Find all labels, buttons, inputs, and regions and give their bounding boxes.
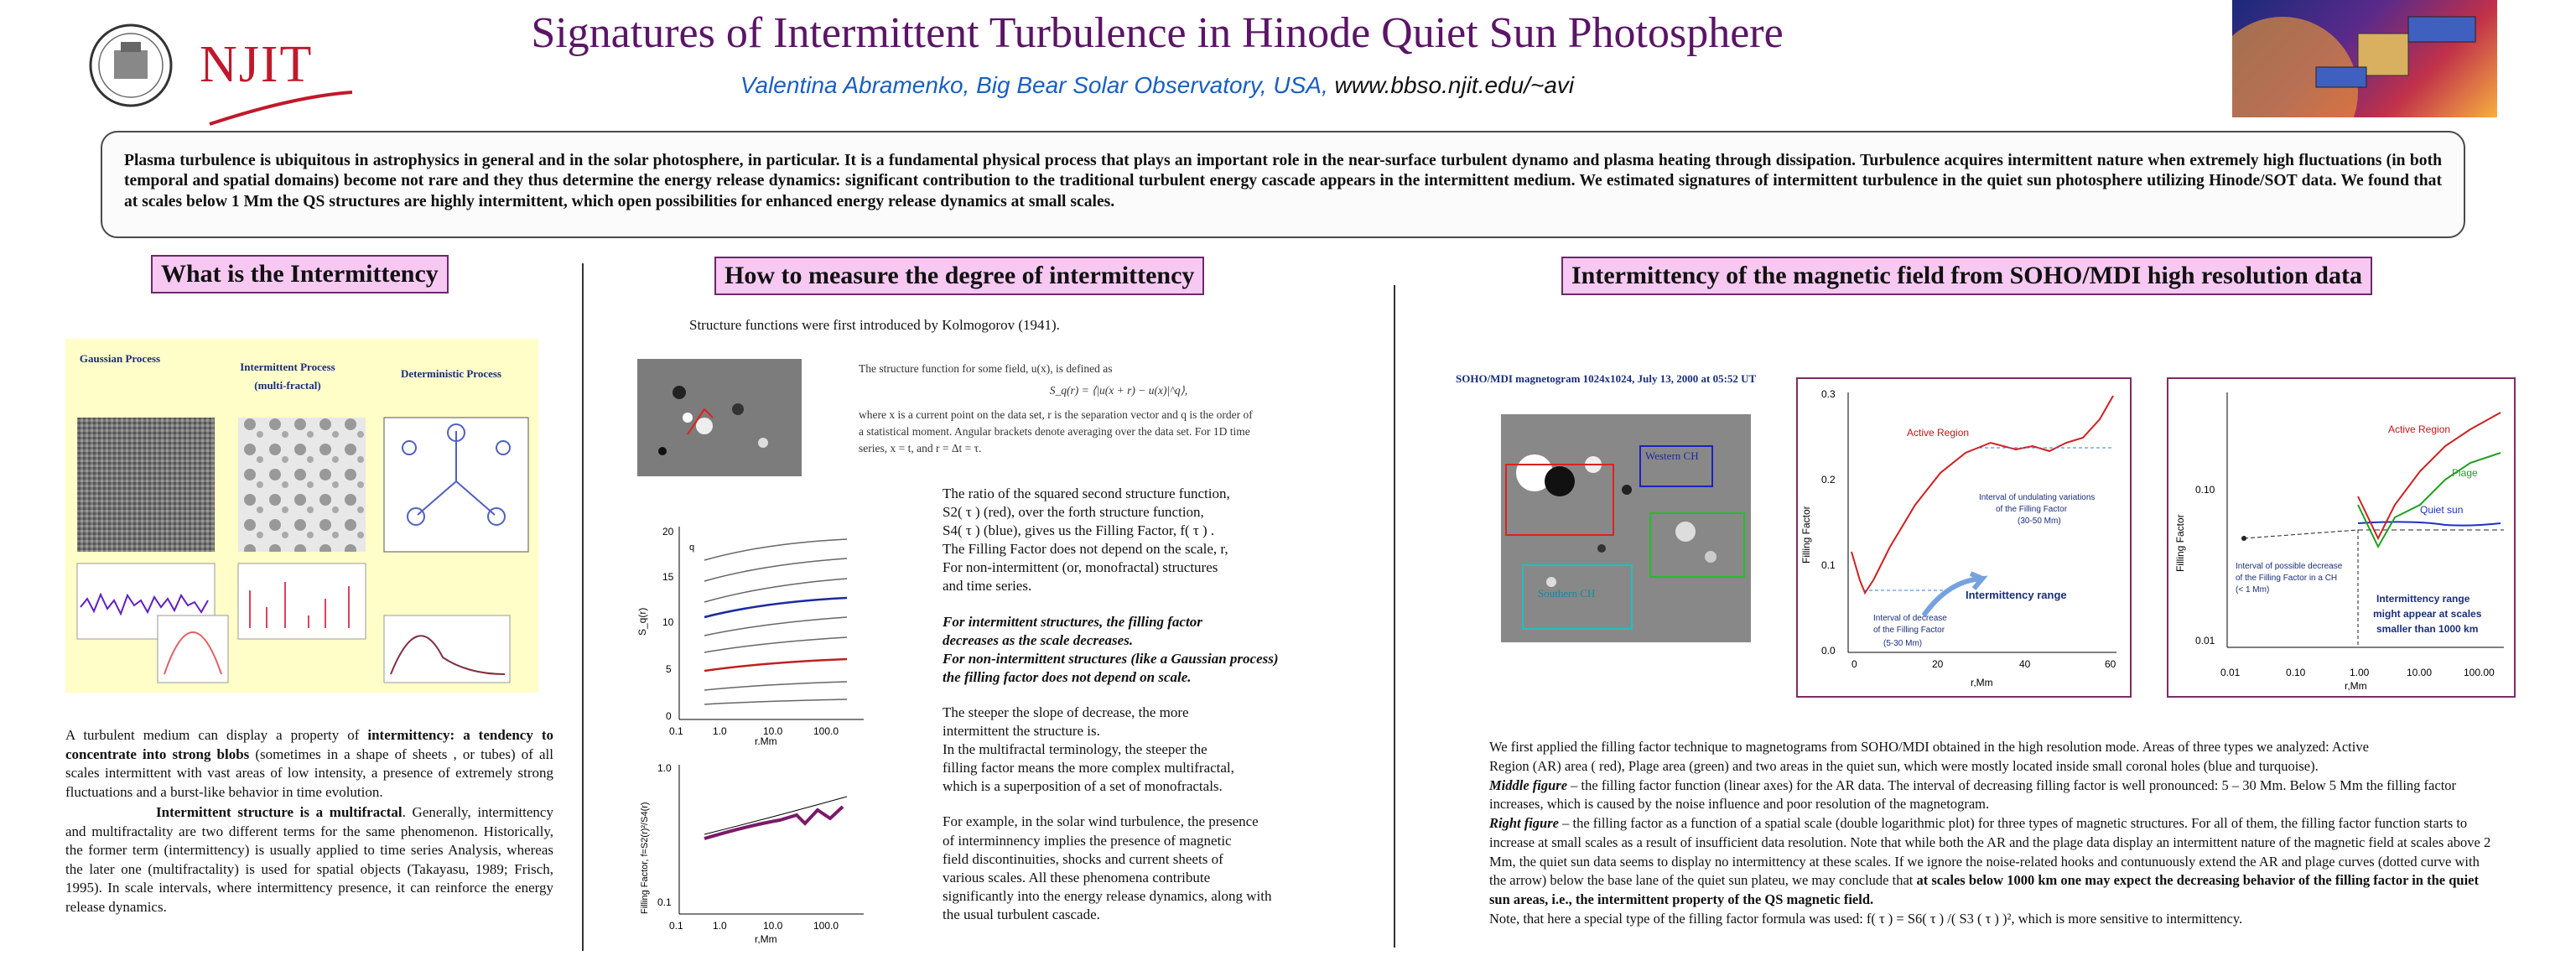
author-url[interactable]: www.bbso.njit.edu/~avi bbox=[1334, 72, 1575, 98]
xtick-0.1: 0.1 bbox=[669, 725, 683, 737]
mid-xtick-60: 60 bbox=[2105, 658, 2116, 670]
right-figure-label: Right figure bbox=[1489, 815, 1559, 832]
right-x-axis-label: r,Mm bbox=[2345, 680, 2367, 692]
process-comparison-panel bbox=[65, 339, 538, 693]
column-divider-1 bbox=[582, 263, 584, 951]
section-heading-measure: How to measure the degree of intermittency bbox=[714, 257, 1204, 295]
column-divider-2 bbox=[1394, 285, 1395, 948]
multi-region-chart bbox=[2168, 379, 2514, 696]
section-heading-mdi: Intermittency of the magnetic field from SOHO/MDI high resolution data bbox=[1561, 257, 2372, 295]
wind-line-2: of interminnency implies the presence of magnetic bbox=[943, 832, 1232, 849]
wind-line-4: various scales. All these phenomena contribute bbox=[943, 869, 1211, 886]
ff-xtick-1: 1.0 bbox=[713, 920, 727, 932]
right-ytick-0.10: 0.10 bbox=[2195, 484, 2215, 496]
bold-line-3: For non-intermittent structures (like a Gaussian process) bbox=[943, 650, 1279, 667]
x-axis-label: r,Mm bbox=[755, 735, 777, 745]
undul-line-1: Interval of undulating variations bbox=[1979, 493, 2096, 502]
ff-line-1: The ratio of the squared second structure function, bbox=[943, 486, 1230, 501]
q-label: q bbox=[689, 543, 695, 553]
ff-ytick-1: 1.0 bbox=[657, 762, 672, 774]
mdi-magnetogram bbox=[1501, 414, 1751, 642]
mid-active-region-label: Active Region bbox=[1907, 427, 1970, 439]
middle-figure-label: Middle figure bbox=[1489, 776, 1568, 793]
wind-line-5: significantly into the energy release dynamics, along with bbox=[943, 887, 1272, 904]
gaussian-label: Gaussian Process bbox=[79, 352, 161, 365]
ff-line-6: and time series. bbox=[943, 578, 1032, 595]
right-xtick-0.10: 0.10 bbox=[2286, 667, 2306, 678]
right-xtick-10.00: 10.00 bbox=[2407, 667, 2433, 678]
ff-y-axis-label: Filling Factor, f=S2(r)²/S4(r) bbox=[640, 802, 650, 914]
dec-line-2: of the Filling Factor bbox=[1873, 626, 1945, 635]
deterministic-label: Deterministic Process bbox=[401, 367, 501, 380]
ff-line-2: S2( τ ) (red), over the forth structure function, bbox=[943, 504, 1204, 521]
mid-xtick-40: 40 bbox=[2019, 658, 2031, 670]
structure-function-plot bbox=[629, 518, 880, 745]
mid-ytick-0.0: 0.0 bbox=[1821, 645, 1836, 657]
ar-filling-factor-plot bbox=[1796, 377, 2132, 698]
logo-text: NJIT bbox=[200, 36, 314, 93]
southern-ch-label: Southern CH bbox=[1538, 587, 1596, 600]
eq-desc-1: where x is a current point on the data set, r is the separation vector and q is the order of bbox=[859, 408, 1253, 421]
filling-factor-plot bbox=[629, 755, 880, 948]
abstract-box: Plasma turbulence is ubiquitous in astrophysics in general and in the solar photosphere, in particular. It is a fundamental physical process that plays an important role in the near-surface turbulent dynamo and plasma heating through dissipation. Turbulence acquires intermittent nature when extremely high fluctuations (in both temporal and spatial domains) become not rare and they thus determine the energy release dynamics: significant contribution to the traditional turbulent energy cascade appears in the intermittent medium. We estimated signatures of intermittent turbulence in the quiet sun photosphere utilizing Hinode/SOT data. We found that at scales below 1 Mm the QS structures are highly intermittent, which open possibilities for enhanced energy release dynamics at small scales. bbox=[101, 131, 2465, 238]
interval-line-1: Interval of possible decrease bbox=[2236, 562, 2343, 571]
interval-line-2: of the Filling Factor in a CH bbox=[2236, 574, 2338, 583]
mid-ytick-0.3: 0.3 bbox=[1821, 388, 1836, 400]
wind-line-6: the usual turbulent cascade. bbox=[943, 906, 1100, 922]
para1-text: A turbulent medium can display a property of bbox=[65, 727, 368, 743]
ff-line-4: The Filling Factor does not depend on the scale, r, bbox=[943, 541, 1228, 558]
ff-xtick-100: 100.0 bbox=[813, 920, 839, 932]
eq-intro: The structure function for some field, u(x), is defined as bbox=[859, 362, 1113, 375]
hinode-magnetogram-image bbox=[637, 359, 802, 476]
process-illustrations bbox=[65, 339, 538, 693]
range-line-2: might appear at scales bbox=[2373, 608, 2482, 620]
range-line-1: Intermittency range bbox=[2376, 593, 2470, 605]
interval-line-3: (< 1 Mm) bbox=[2236, 585, 2270, 595]
ytick-10: 10 bbox=[662, 616, 674, 628]
formula-note: Note, that here a special type of the filling factor formula was used: f( τ ) = S6( τ ) /( S3 ( τ ) )², which is more sensitive to intermittency. bbox=[1489, 910, 2243, 927]
right-plage-label: Plage bbox=[2452, 467, 2478, 479]
right-figure-bold: at scales below 1000 km one may expect the decreasing behavior of the filling factor in the quiet sun areas, i.e., the intermittent property of the QS magnetic field. bbox=[1489, 872, 2479, 908]
dec-line-3: (5-30 Mm) bbox=[1883, 639, 1923, 648]
western-ch-label: Western CH bbox=[1645, 449, 1699, 462]
ff-line-5: For non-intermittent (or, monofractal) structures bbox=[943, 559, 1218, 576]
mid-intermittency-range-label: Intermittency range bbox=[1966, 589, 2067, 601]
author-names: Valentina Abramenko, Big Bear Solar Observatory, USA, bbox=[740, 72, 1328, 98]
para2-text: . Generally, intermittency and multifractality are two different terms for the same phenomenon. Historically, the former term (intermittency) is usually applied to time series Analysis, whereas the later one (multifractality) is used for spatial objects (Takayasu, 1989; Frisch, 1995). In scale intervals, where intermittency presence, it can reinforce the energy release dynamics. bbox=[65, 804, 553, 916]
eq-desc-3: series, x = t, and r = Δt = τ. bbox=[859, 442, 982, 454]
mdi-discussion bbox=[1489, 738, 2496, 929]
eq-desc-2: a statistical moment. Angular brackets denote averaging over the data set. For 1D time bbox=[859, 424, 1250, 438]
middle-figure-paragraph bbox=[1489, 776, 2496, 815]
multi-region-filling-factor-plot bbox=[2167, 377, 2516, 698]
hinode-satellite-icon bbox=[2232, 0, 2497, 117]
njit-logo bbox=[84, 17, 361, 126]
bold-line-2: decreases as the scale decreases. bbox=[943, 631, 1134, 648]
mid-xtick-0: 0 bbox=[1852, 658, 1857, 670]
filling-factor-chart bbox=[629, 755, 880, 948]
right-xtick-1.00: 1.00 bbox=[2350, 667, 2370, 678]
right-figure-paragraph bbox=[1489, 814, 2496, 910]
section-heading-intermittency: What is the Intermittency bbox=[151, 255, 449, 293]
y-axis-label: S_q(r) bbox=[636, 607, 648, 636]
dec-line-1: Interval of decrease bbox=[1873, 614, 1947, 623]
mid-ytick-0.2: 0.2 bbox=[1821, 474, 1836, 486]
mdi-line-1: We first applied the filling factor technique to magnetograms from SOHO/MDI obtained in the high resolution mode. Areas of three types we analyzed: Active bbox=[1489, 739, 2369, 755]
right-figure-text: – the filling factor as a function of a spatial scale (double logarithmic plot) for three types of magnetic structures. For all of them, the filling factor function starts to increase at small scales as a result of insufficient data resolution. Note that while both the AR and the plage data display an intermittent nature of the magnetic field at scales above 2 Mm, the quiet sun data seems to display no intermittency at these scales. If we ignore the noise-related hooks and contunuously extend the AR and plage curves (dotted curve with the arrow) below the base lane of the quiet sun plateu, we may conclude that bbox=[1489, 815, 2491, 889]
para2-bold: Intermittent structure is a multifractal bbox=[156, 804, 402, 820]
slope-line-4: filling factor means the more complex multifractal, bbox=[943, 760, 1234, 776]
intermittency-paragraph-1 bbox=[65, 726, 553, 802]
magnetogram-thumbnail bbox=[637, 359, 802, 476]
multifractal-label: (multi-fractal) bbox=[254, 379, 321, 392]
slope-line-5: which is a superposition of a set of monofractals. bbox=[943, 778, 1223, 795]
right-xtick-100.00: 100.00 bbox=[2464, 667, 2495, 678]
ff-line-3: S4( τ ) (blue), gives us the Filling Factor, f( τ ) . bbox=[943, 522, 1215, 539]
wind-line-1: For example, in the solar wind turbulence, the presence bbox=[943, 813, 1259, 830]
xtick-10: 10.0 bbox=[763, 725, 783, 737]
para1-bold: intermittency: a tendency to concentrate into strong blobs bbox=[65, 727, 553, 762]
ytick-0: 0 bbox=[666, 710, 672, 722]
slope-line-1: The steeper the slope of decrease, the more bbox=[943, 704, 1189, 720]
satellite-image bbox=[2232, 0, 2497, 117]
kolmogorov-intro: Structure functions were first introduced by Kolmogorov (1941). bbox=[689, 317, 1060, 333]
poster-title: Signatures of Intermittent Turbulence in Hinode Quiet Sun Photosphere bbox=[531, 9, 1784, 57]
undul-line-3: (30-50 Mm) bbox=[2018, 517, 2061, 526]
right-active-region-label: Active Region bbox=[2388, 423, 2451, 435]
undul-line-2: of the Filling Factor bbox=[1996, 505, 2068, 514]
mid-ytick-0.1: 0.1 bbox=[1821, 559, 1836, 571]
middle-figure-text: – the filling factor function (linear axes) for the AR data. The interval of decreasing filling factor is well pronounced: 5 – 30 Mm. Below 5 Mm the filling factor increases, which is caused by the noise influence and poor resolution of the magnetogram. bbox=[1489, 776, 2457, 813]
right-quiet-sun-label: Quiet sun bbox=[2420, 504, 2464, 516]
xtick-100: 100.0 bbox=[813, 725, 839, 737]
ff-xtick-0.1: 0.1 bbox=[669, 920, 683, 932]
mid-x-axis-label: r,Mm bbox=[1971, 677, 1993, 688]
right-y-axis-label: Filling Factor bbox=[2174, 514, 2186, 572]
intermittent-label: Intermittent Process bbox=[240, 361, 335, 373]
xtick-1: 1.0 bbox=[713, 725, 727, 737]
authors-line bbox=[503, 72, 1811, 99]
ff-ytick-0.1: 0.1 bbox=[657, 896, 672, 908]
ff-x-axis-label: r,Mm bbox=[755, 933, 777, 945]
ytick-15: 15 bbox=[662, 571, 674, 583]
mdi-magnetogram-image bbox=[1501, 414, 1751, 642]
ff-xtick-10: 10.0 bbox=[763, 920, 783, 932]
ytick-5: 5 bbox=[666, 663, 672, 675]
filling-factor-explanation bbox=[943, 485, 1387, 924]
right-ytick-0.01: 0.01 bbox=[2195, 635, 2215, 647]
mid-xtick-20: 20 bbox=[1932, 658, 1944, 670]
wind-line-3: field discontinuities, shocks and current sheets of bbox=[943, 850, 1223, 867]
para1-text-end: (sometimes in a shape of sheets , or tubes) of all scales intermittent with vast areas of low intensity, a presence of extremely strong fluctuations and a burst-like behavior in time evolution. bbox=[65, 745, 553, 800]
structure-function-equation: S_q(r) = ⟨|u(x + r) − u(x)|^q⟩, bbox=[1049, 384, 1188, 397]
magnetogram-caption: SOHO/MDI magnetogram 1024x1024, July 13, 2000 at 05:52 UT bbox=[1456, 372, 1757, 385]
slope-line-2: intermittent the structure is. bbox=[943, 723, 1100, 740]
intermittency-paragraph-2 bbox=[65, 803, 553, 917]
bold-line-4: the filling factor does not depend on scale. bbox=[943, 668, 1192, 685]
right-xtick-0.01: 0.01 bbox=[2220, 667, 2241, 678]
bold-line-1: For intermittent structures, the filling factor bbox=[943, 613, 1202, 630]
ytick-20: 20 bbox=[662, 526, 674, 538]
structure-function-chart bbox=[629, 518, 880, 745]
ar-filling-factor-chart bbox=[1798, 379, 2130, 696]
mid-y-axis-label: Filling Factor bbox=[1800, 506, 1812, 564]
structure-function-definition bbox=[859, 361, 1379, 457]
range-line-3: smaller than 1000 km bbox=[2376, 623, 2479, 635]
mdi-line-2: Region (AR) area ( red), Plage area (green) and two areas in the quiet sun, which were mostly located inside small coronal holes (blue and turquoise). bbox=[1489, 757, 2319, 774]
slope-line-3: In the multifractal terminology, the steeper the bbox=[943, 741, 1208, 758]
